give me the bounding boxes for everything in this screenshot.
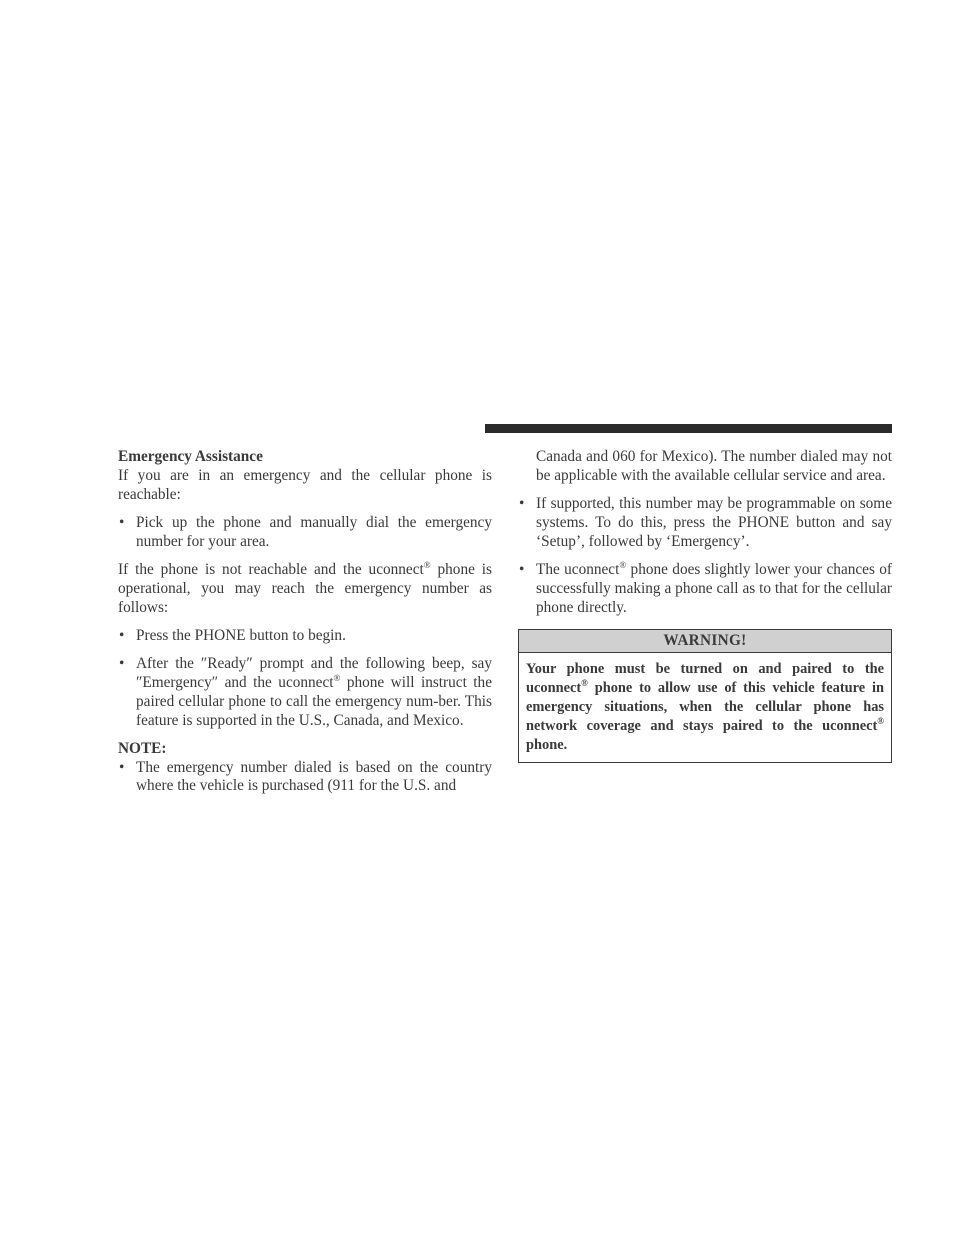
left-column bbox=[118, 448, 492, 796]
bullet-icon: • bbox=[119, 513, 125, 531]
list-item: • If supported, this number may be programmable on some systems. To do this, press the PHONE button and say ‘Setup’, followed by ‘Emergency’. bbox=[519, 495, 892, 550]
list-item: • Press the PHONE button to begin. bbox=[119, 626, 346, 644]
list-item: • After the ″Ready″ prompt and the following beep, say ″Emergency″ and the uconnect® phone will instruct the paired cellular phone to call the emergency num-ber. This feature is supported in the U.S., Canada, and Mexico. bbox=[119, 655, 492, 729]
list-item: • The emergency number dialed is based on the country where the vehicle is purchased (911 for the U.S. and bbox=[119, 758, 492, 795]
bullet-icon: • bbox=[119, 655, 125, 673]
bullet-icon: • bbox=[119, 626, 125, 644]
right-column bbox=[518, 448, 892, 763]
warning-text: Your phone must be turned on and paired to the uconnect® phone to allow use of this vehicle feature in emergency situations, when the cellular phone has network coverage and stays paired to the uconnect® phone. bbox=[526, 661, 884, 753]
intro-paragraph: If you are in an emergency and the cellular phone is reachable: bbox=[118, 466, 492, 503]
list-item: • The uconnect® phone does slightly lower your chances of successfully making a phone call as to that for the cellular phone directly. bbox=[519, 559, 893, 616]
bullet-icon: • bbox=[119, 758, 125, 776]
warning-title: WARNING! bbox=[519, 630, 891, 653]
list-item-continuation: Canada and 060 for Mexico). The number dialed may not be applicable with the available cellular service and area. bbox=[536, 448, 892, 484]
note-label: NOTE: bbox=[118, 739, 167, 757]
list-item: • Pick up the phone and manually dial the emergency number for your area. bbox=[119, 513, 492, 550]
section-heading: Emergency Assistance bbox=[118, 448, 263, 465]
section-rule bbox=[485, 424, 892, 433]
bullet-icon: • bbox=[519, 495, 525, 513]
warning-box bbox=[518, 629, 892, 763]
paragraph: If the phone is not reachable and the uconnect® phone is operational, you may reach the emergency number as follows: bbox=[118, 559, 492, 616]
bullet-icon: • bbox=[519, 560, 525, 578]
